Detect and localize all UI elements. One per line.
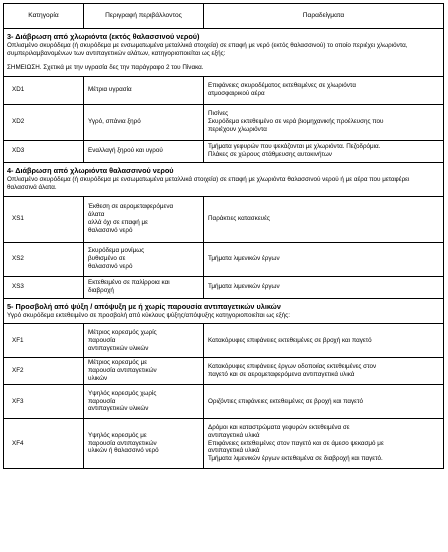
description-line: αντιπαγετικών υλικών [88,344,149,352]
section-row [4,162,444,196]
section-cell [4,162,444,196]
header-category: Κατηγορία [4,4,84,29]
table-row [4,385,444,419]
table-row [4,104,444,140]
section-description: Οπλισμένο σκυρόδεμα (ή σκυρόδεμα με ενσωματωμένα μεταλλικά στοιχεία) σε επαφή με νερό (εκτός θαλασσινού) το οποίο περιέχει χλωριόντα, συμπεριλαμβανομένων των αντιπαγετικών αλάτων, κατηγοριοποιείται ως εξής: [7,42,408,57]
example-line: Πλάκες σε χώρους στάθμευσης αυτοκινήτων [208,151,332,159]
table-row [4,196,444,242]
table-row [4,140,444,162]
description-line: βυθισμένο σε [88,255,126,263]
section-title: 3- Διάβρωση από χλωριόντα (εκτός θαλασσινού νερού) [7,32,200,41]
example-line: Τμήματα λιμενικών έργων [208,255,280,263]
example-line: Δρόμοι και καταστρώματα γεφυρών εκτεθειμένα σε [208,423,350,431]
exposure-class-code: XF2 [4,358,84,385]
section-title: 4- Διάβρωση από χλωριόντα θαλασσινού νερού [7,165,174,175]
section-row [4,298,444,324]
description-line: αντιπαγετικών υλικών [88,405,149,413]
example-line: αντιπαγετικά υλικά [208,431,260,439]
exposure-class-code: XD3 [4,140,84,162]
examples-cell [204,276,444,298]
example-line: Τμήματα λιμενικών έργων [208,283,280,291]
description-line: Μέτριος κορεσμός χωρίς [88,329,157,337]
examples-cell [204,76,444,104]
exposure-class-code: XS2 [4,242,84,276]
description-line: παρουσία [88,337,116,345]
exposure-class-code: XD1 [4,76,84,104]
table-row [4,76,444,104]
examples-cell [204,385,444,419]
environment-description [84,196,204,242]
description-line: θαλασσινό νερό [88,262,133,270]
table-row [4,276,444,298]
environment-description: Μέτρια υγρασία [84,76,204,104]
description-line: αλλά όχι σε επαφή με [88,219,148,227]
document-page [3,3,443,469]
examples-cell [204,140,444,162]
exposure-class-code: XD2 [4,104,84,140]
description-line: Εκτεθειμένο σε παλίρροια και [88,279,170,287]
header-environment-description: Περιγραφή περιβάλλοντος [84,4,204,29]
section-cell [4,298,444,324]
environment-description [84,419,204,469]
example-line: ατμοσφαιρικού αέρα [208,90,265,98]
example-line: Κατακόρυφες επιφάνειες έργων οδοποιίας εκτεθειμένες στον [208,363,377,371]
table-body [4,29,444,469]
environment-description [84,276,204,298]
section-description: Υγρό σκυρόδεμα εκτεθειμένο σε προσβολή από κύκλους ψύξης/απόψυξης κατηγοριοποιείται ως εξής: [7,311,290,319]
description-line: Έκθεση σε αερομεταφερόμενα [88,203,174,211]
example-line: παγετό και σε αερομεταφερόμενα αντιπαγετικά υλικά [208,371,355,379]
description-line: Υψηλός κορεσμός χωρίς [88,389,157,397]
environment-description [84,358,204,385]
section-description: Οπλισμένο σκυρόδεμα (ή σκυρόδεμα με ενσωματωμένα μεταλλικά στοιχεία) σε επαφή με χλωριόντα θαλασσινού νερού ή με αέρα που μεταφέρει θαλασσινά άλατα. [7,175,410,191]
description-line: άλατα [88,211,105,219]
environment-description: Εναλλαγή ξηρού και υγρού [84,140,204,162]
example-line: Τμήματα λιμενικών έργων εκτεθειμένα σε διαβροχή και παγετό. [208,455,383,463]
exposure-class-code: XF4 [4,419,84,469]
description-line: Μέτριος κορεσμός με [88,359,148,367]
exposure-class-code: XS3 [4,276,84,298]
exposure-class-code: XF3 [4,385,84,419]
description-line: παρουσία αντιπαγετικών [88,439,157,447]
environment-description [84,242,204,276]
exposure-class-code: XS1 [4,196,84,242]
description-line: διαβροχή [88,287,114,295]
examples-cell [204,324,444,358]
description-line: υλικών [88,375,108,383]
environment-description [84,385,204,419]
section-cell [4,29,444,77]
table-row [4,419,444,469]
example-line: Πισίνες [208,110,229,118]
description-line: Σκυρόδεμα μονίμως [88,247,145,255]
examples-cell [204,104,444,140]
table-row [4,324,444,358]
example-line: Σκυρόδεμα εκτεθειμένο σε νερά βιομηχανικής προέλευσης που [208,118,384,126]
environment-description [84,324,204,358]
examples-cell [204,358,444,385]
table-row [4,242,444,276]
examples-cell [204,242,444,276]
example-line: Οριζόντιες επιφάνειες εκτεθειμένες σε βροχή και παγετό [208,397,363,405]
section-row [4,29,444,77]
example-line: αντιπαγετικά υλικά [208,447,260,455]
section-note: ΣΗΜΕΙΩΣΗ. Σχετικά με την υγρασία δες την παράγραφο 2 του Πίνακα. [7,63,204,71]
table-header-row [4,4,444,29]
description-line: παρουσία αντιπαγετικών [88,367,157,375]
environment-description: Υγρό, σπάνια ξηρό [84,104,204,140]
description-line: θαλασσινό νερό [88,226,133,234]
section-title: 5- Προσβολή από ψύξη / απόψυξη με ή χωρίς παρουσία αντιπαγετικών υλικών [7,301,281,311]
examples-cell [204,196,444,242]
example-line: Επιφάνειες εκτεθειμένες στον παγετό και σε άμεσο ψεκασμό με [208,439,384,447]
example-line: Τμήματα γεφυρών που ψεκάζονται με χλωριόντα. Πεζοδρόμια. [208,143,381,151]
examples-cell [204,419,444,469]
description-line: Υψηλός κορεσμός με [88,431,147,439]
example-line: Επιφάνειες σκυροδέματος εκτεθειμένες σε χλωριόντα [208,82,356,90]
description-line: υλικών ή θαλασσινό νερό [88,447,159,455]
description-line: παρουσία [88,397,116,405]
table-row [4,358,444,385]
example-line: Κατακόρυφες επιφάνειες εκτεθειμένες σε βροχή και παγετό [208,337,372,345]
exposure-class-code: XF1 [4,324,84,358]
example-line: περιέχουν χλωριόντα [208,126,267,134]
header-examples: Παραδείγματα [204,4,444,29]
example-line: Παράκτιες κατασκευές [208,215,270,223]
exposure-classes-table [3,3,444,469]
